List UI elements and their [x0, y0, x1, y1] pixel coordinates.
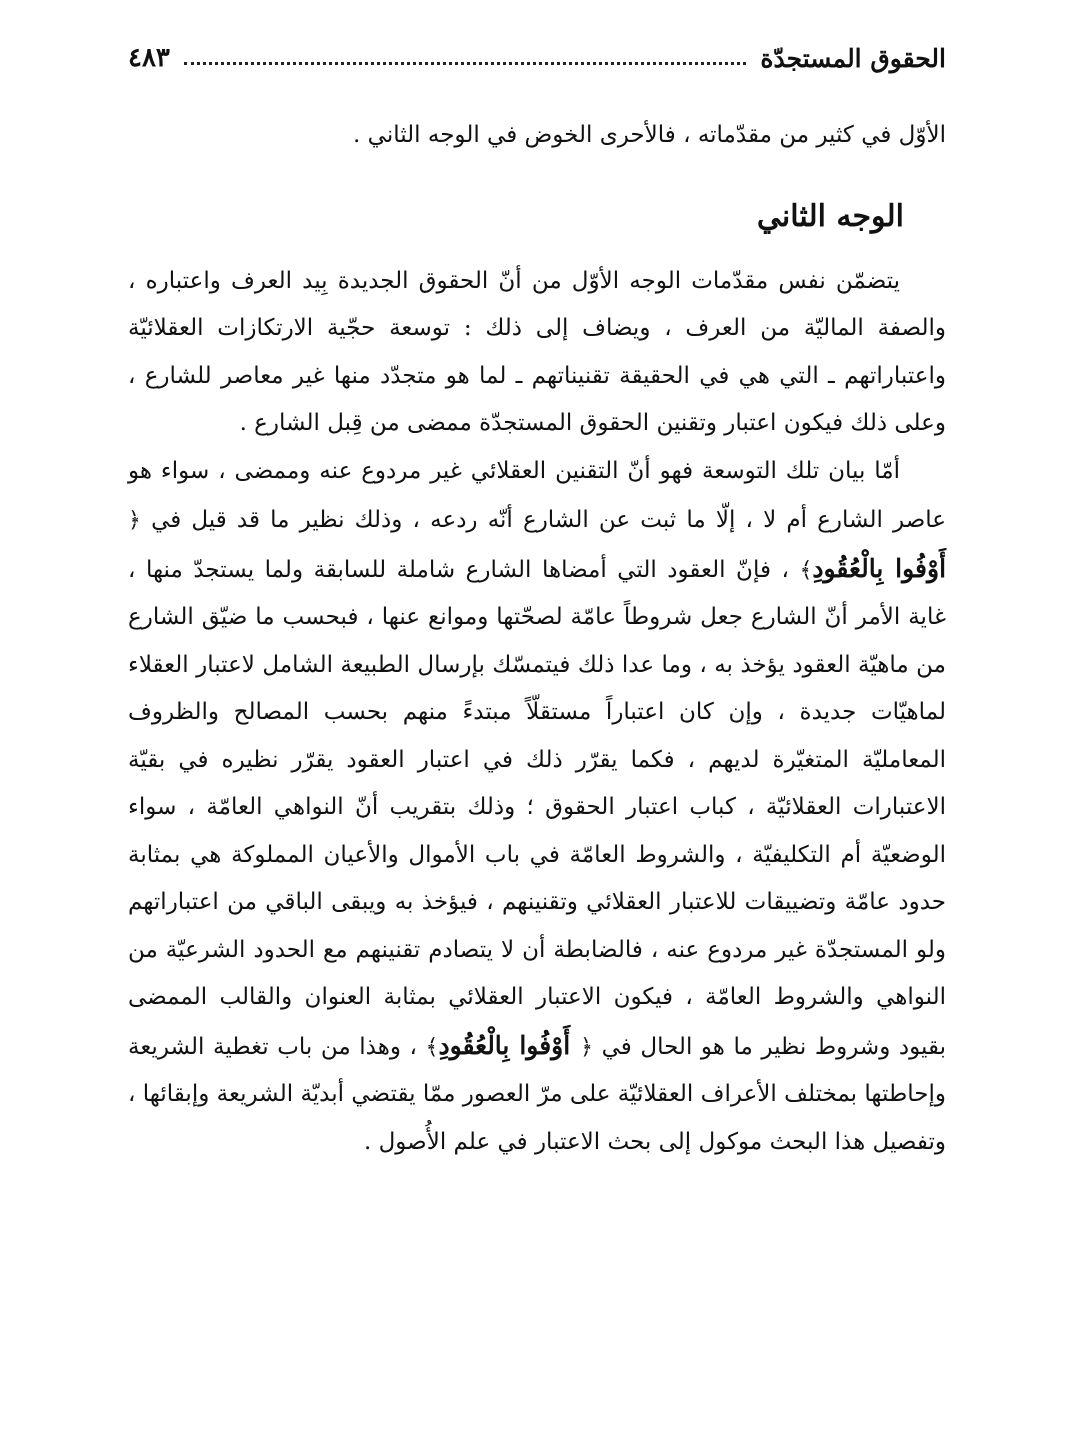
page-number: ٤٨٣: [128, 43, 170, 73]
paragraph-2: [128, 448, 946, 1167]
verse-open-bracket: ﴿: [580, 1034, 594, 1060]
verse-text: أَوْفُوا بِالْعُقُودِ: [812, 553, 947, 583]
verse-close-bracket: ﴾: [799, 557, 813, 583]
page-body: [128, 112, 946, 1166]
paragraph-2-part-a: أمّا بيان تلك التوسعة فهو أنّ التقنين العقلائي غير مردوع عنه وممضى ، سواء هو عاصر الشارع أم لا ، إلّا ما ثبت عن الشارع أنّه ردعه ، وذلك نظير ما قد قيل في: [128, 457, 947, 533]
section-heading: الوجه الثاني: [756, 198, 904, 234]
verse-open-bracket: ﴿: [128, 508, 141, 533]
verse-text: أَوْفُوا بِالْعُقُودِ: [438, 1030, 571, 1060]
continuation-paragraph: الأوّل في كثير من مقدّماته ، فالأحرى الخوض في الوجه الثاني .: [353, 122, 946, 148]
paragraph-1: يتضمّن نفس مقدّمات الوجه الأوّل من أنّ الحقوق الجديدة بِيد العرف واعتباره ، والصفة الماليّة من العرف ، ويضاف إلى ذلك : توسعة حجّية الارتكازات العقلائيّة واعتباراتهم ـ التي هي في الحقيقة تقنيناتهم ـ لما هو متجدّد منها غير معاصر للشارع ، وعلى ذلك فيكون اعتبار وتقنين الحقوق المستجدّة ممضى من قِبل الشارع .: [128, 267, 946, 436]
running-header: [128, 38, 946, 78]
paragraph-2-part-b: ، فإنّ العقود التي أمضاها الشارع شاملة للسابقة ولما يستجدّ منها ، غاية الأمر أنّ الشارع جعل شروطاً عامّة لصحّتها وموانع عنها ، فبحسب ما ضيّق الشارع من ماهيّة العقود يؤخذ به ، وما عدا ذلك فيتمسّك بإرسال الطبيعة الشامل لاعتبار العقلاء لماهيّات جديدة ، وإن كان اعتباراً مستقلّاً مبتدءً منهم بحسب المصالح والظروف المعامليّة المتغيّرة لديهم ، فكما يقرّر ذلك في اعتبار العقود يقرّر نظيره في بقيّة الاعتبارات العقلائيّة ، كباب اعتبار الحقوق ؛ وذلك بتقريب أنّ النواهي العامّة ، سواء الوضعيّة أم التكليفيّة ، والشروط العامّة في باب الأموال والأعيان المملوكة هي بمثابة حدود عامّة وتضييقات للاعتبار العقلائي وتقنينهم ، فيؤخذ به ويبقى الباقي من اعتباراتهم ولو المستجدّة غير مردوع عنه ، فالضابطة أن لا يتصادم تقنينهم مع الحدود الشرعيّة من النواهي والشروط العامّة ، فيكون الاعتبار العقلائي بمثابة العنوان والقالب الممضى بقيود وشروط نظير ما هو الحال في: [128, 556, 946, 1060]
paragraph-2-part-c: ، وهذا من باب تغطية الشريعة وإحاطتها بمختلف الأعراف العقلائيّة على مرّ العصور ممّا يقتضي أبديّة الشريعة وإبقائها ، وتفصيل هذا البحث موكول إلى بحث الاعتبار في علم الأُصول .: [128, 1033, 946, 1155]
running-title: الحقوق المستجدّة: [760, 43, 946, 73]
verse-close-bracket: ﴾: [425, 1034, 439, 1060]
dotted-leader: [184, 62, 747, 65]
quran-verse-2: [426, 1031, 594, 1060]
